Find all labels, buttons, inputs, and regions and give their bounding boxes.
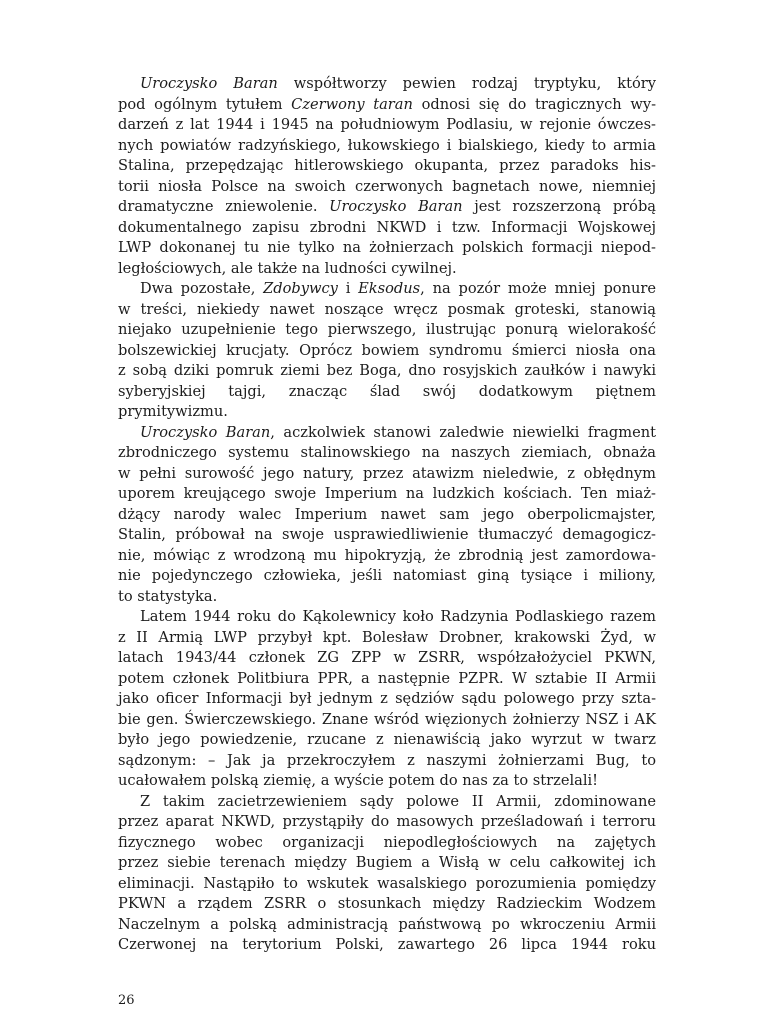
text-line: Latem 1944 roku do Kąkolewnicy koło Radzynia Podlaskiego razem: [140, 608, 656, 625]
text-line: LWP dokonanej tu nie tylko na żołnierzach polskich formacji niepod-: [118, 239, 656, 256]
text-line: PKWN a rządem ZSRR o stosunkach między Radzieckim Wodzem: [118, 895, 656, 912]
text-line: w pełni surowość jego natury, przez atawizm nieledwie, z obłędnym: [118, 464, 656, 482]
text-line: przez siebie terenach między Bugiem a Wisłą w celu całkowitej ich: [118, 854, 656, 871]
text-line: torii niosła Polsce na swoich czerwonych bagnetach nowe, niemniej: [118, 177, 656, 195]
text-line: prymitywizmu.: [118, 403, 228, 420]
body-text: [118, 74, 656, 956]
text-line: eliminacji. Nastąpiło to wskutek wasalskiego porozumienia pomiędzy: [118, 874, 656, 892]
text-line: pod ogólnym tytułem Czerwony taran odnosi się do tragicznych wy-: [118, 95, 656, 113]
text-line: bolszewickiej krucjaty. Oprócz bowiem syndromu śmierci niosła ona: [118, 341, 656, 359]
text-line: przez aparat NKWD, przystąpiły do masowych prześladowań i terroru: [118, 813, 656, 830]
text-line: Stalin, próbował na swoje usprawiedliwienie tłumaczyć demagogicz-: [118, 526, 656, 543]
text-line: z sobą dziki pomruk ziemi bez Boga, dno rosyjskich zaułków i nawyki: [118, 362, 656, 379]
text-line: ległościowych, ale także na ludności cywilnej.: [118, 259, 457, 277]
text-line: nych powiatów radzyńskiego, łukowskiego i bialskiego, kiedy to armia: [118, 136, 656, 154]
text-line: bie gen. Świerczewskiego. Znane wśród więzionych żołnierzy NSZ i AK: [118, 710, 656, 728]
text-line: Dwa pozostałe, Zdobywcy i Eksodus, na pozór może mniej ponure: [140, 280, 656, 297]
text-line: potem członek Politbiura PPR, a następnie PZPR. W sztabie II Armii: [118, 669, 656, 687]
text-line: nie, mówiąc z wrodzoną mu hipokryzją, że zbrodnią jest zamordowa-: [118, 546, 656, 564]
text-line: niejako uzupełnienie tego pierwszego, ilustrując ponurą wielorakość: [118, 321, 656, 338]
text-line: Czerwonej na terytorium Polski, zawartego 26 lipca 1944 roku: [118, 936, 656, 953]
text-line: Naczelnym a polską administracją państwową po wkroczeniu Armii: [118, 915, 656, 933]
text-line: Uroczysko Baran współtworzy pewien rodzaj tryptyku, który: [140, 75, 656, 92]
page-number: 26: [118, 993, 135, 1008]
text-line: syberyjskiej tajgi, znacząc ślad swój dodatkowym piętnem: [118, 382, 656, 400]
text-line: nie pojedynczego człowieka, jeśli natomiast giną tysiące i miliony,: [118, 567, 656, 584]
text-line: dramatyczne zniewolenie. Uroczysko Baran jest rozszerzoną próbą: [118, 198, 656, 215]
text-line: darzeń z lat 1944 i 1945 na południowym Podlasiu, w rejonie ówczes-: [118, 116, 656, 133]
text-line: było jego powiedzenie, rzucane z nienawiścią jako wyrzut w twarz: [118, 731, 656, 748]
text-line: ucałowałem polską ziemię, a wyście potem do nas za to strzelali!: [118, 772, 599, 789]
text-line: sądzonym: – Jak ja przekroczyłem z naszymi żołnierzami Bug, to: [118, 751, 656, 769]
text-line: w treści, niekiedy nawet noszące wręcz posmak groteski, stanowią: [118, 300, 656, 318]
text-line: dokumentalnego zapisu zbrodni NKWD i tzw. Informacji Wojskowej: [118, 218, 656, 236]
text-line: latach 1943/44 członek ZG ZPP w ZSRR, współzałożyciel PKWN,: [118, 649, 656, 666]
text-line: Z takim zacietrzewieniem sądy polowe II Armii, zdominowane: [140, 792, 656, 810]
text-line: zbrodniczego systemu stalinowskiego na naszych ziemiach, obnaża: [118, 444, 656, 461]
text-line: z II Armią LWP przybył kpt. Bolesław Drobner, krakowski Żyd, w: [118, 628, 656, 646]
text-line: jako oficer Informacji był jednym z sędziów sądu polowego przy szta-: [118, 690, 656, 707]
text-line: uporem kreującego swoje Imperium na ludzkich kościach. Ten miaż-: [118, 485, 656, 502]
text-line: to statystyka.: [118, 587, 218, 605]
text-line: Uroczysko Baran, aczkolwiek stanowi zaledwie niewielki fragment: [140, 423, 656, 441]
text-line: fizycznego wobec organizacji niepodległościowych na zajętych: [118, 833, 656, 851]
text-line: Stalina, przepędzając hitlerowskiego okupanta, przez paradoks his-: [118, 157, 656, 174]
text-line: dżący narody walec Imperium nawet sam jego oberpolicmajster,: [118, 505, 656, 523]
